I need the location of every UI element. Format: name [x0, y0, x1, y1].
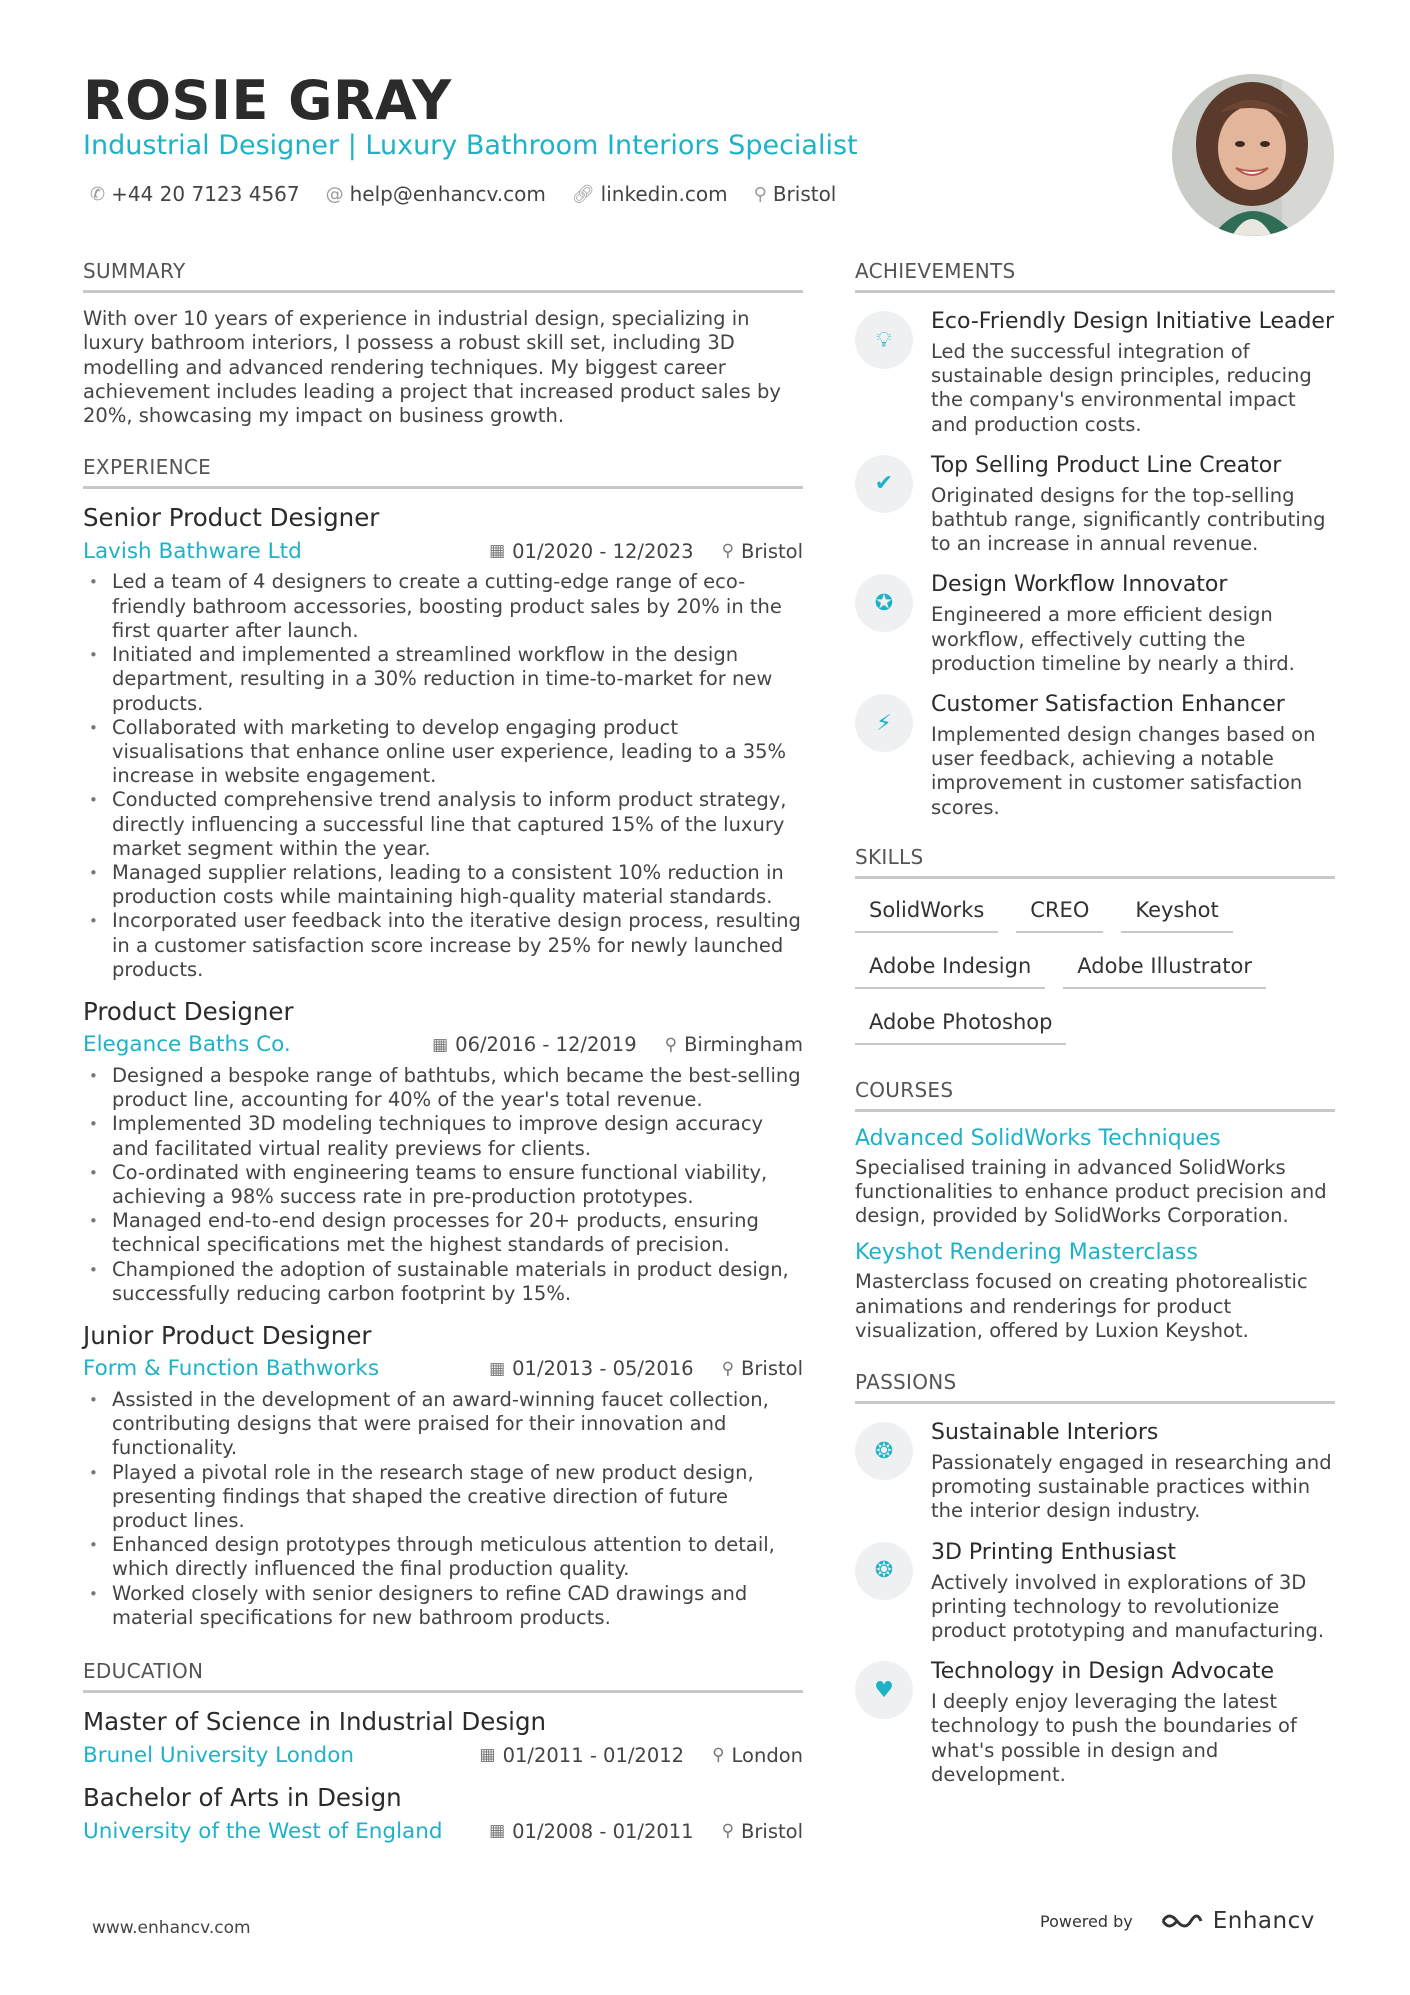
email-text: help@enhancv.com [349, 182, 546, 206]
company-name: Form & Function Bathworks [83, 1356, 380, 1382]
course-item [855, 1238, 1335, 1343]
achievements-heading: ACHIEVEMENTS [855, 258, 1335, 293]
school-name: University of the West of England [83, 1818, 443, 1844]
brand-name: Enhancv [1212, 1908, 1315, 1934]
bullet-item: • Conducted comprehensive trend analysis to inform product strategy, directly influencing a successful line that captured 15% of the luxury market segment within the year. [83, 788, 803, 861]
lightbulb-icon: 💡︎ [855, 311, 913, 369]
link-icon: 🔗︎ [571, 183, 595, 205]
passion-title: 3D Printing Enthusiast [931, 1539, 1177, 1565]
passions-heading: PASSIONS [855, 1369, 1335, 1404]
location-pin-icon: ⚲ [664, 1034, 678, 1055]
job-bullets [83, 1064, 803, 1306]
achievement-title: Customer Satisfaction Enhancer [931, 692, 1285, 718]
job-entry [83, 1320, 803, 1630]
skill-tag: Adobe Illustrator [1063, 947, 1266, 989]
education-dates: 01/2011 - 01/2012 [502, 1743, 685, 1767]
education-location: Bristol [741, 1819, 803, 1843]
phone-text: +44 20 7123 4567 [111, 182, 300, 206]
skill-tag: Adobe Photoshop [855, 1003, 1066, 1045]
courses-heading: COURSES [855, 1077, 1335, 1112]
degree-title: Master of Science in Industrial Design [83, 1707, 547, 1736]
school-name: Brunel University London [83, 1742, 354, 1768]
passion-item [855, 1538, 1335, 1644]
job-bullets [83, 570, 803, 981]
heart-icon: ♥ [855, 1661, 913, 1719]
contact-bar [90, 178, 862, 210]
location-pin-icon: ⚲ [753, 183, 767, 205]
job-location: Bristol [741, 1357, 803, 1381]
linkedin-text: linkedin.com [600, 182, 728, 206]
bullet-item: • Led a team of 4 designers to create a cutting-edge range of eco-friendly bathroom accessories, boosting product sales by 20% in the first quarter after launch. [83, 570, 803, 643]
course-desc: Specialised training in advanced SolidWorks functionalities to enhance product precision and design, provided by SolidWorks Corporation. [855, 1155, 1327, 1228]
brain-icon: ❂ [855, 1542, 913, 1600]
avatar [1172, 74, 1334, 236]
calendar-icon: ▦ [479, 1745, 496, 1765]
education-dates: 01/2008 - 01/2011 [512, 1819, 694, 1843]
job-location: Birmingham [684, 1033, 803, 1057]
check-icon: ✔ [855, 455, 913, 513]
skills-list [855, 891, 1335, 1059]
bullet-item: • Designed a bespoke range of bathtubs, which became the best-selling product line, accounting for 40% of the year's total revenue. [83, 1064, 803, 1112]
skill-tag: Keyshot [1121, 891, 1232, 933]
job-dates: 01/2020 - 12/2023 [512, 539, 694, 563]
achievement-desc: Led the successful integration of sustainable design principles, reducing the company's environmental impact and production costs. [931, 340, 1312, 436]
contact-location [754, 182, 837, 206]
job-entry [83, 996, 803, 1306]
bullet-item: • Championed the adoption of sustainable materials in product design, successfully reducing carbon footprint by 15%. [83, 1258, 803, 1306]
contact-linkedin[interactable] [572, 182, 728, 206]
footer-powered-by[interactable] [1040, 1908, 1315, 1934]
passion-item [855, 1657, 1335, 1787]
job-title: Senior Product Designer [83, 503, 380, 533]
passion-title: Technology in Design Advocate [931, 1659, 1275, 1685]
bullet-item: • Initiated and implemented a streamlined workflow in the design department, resulting in a 30% reduction in time-to-market for new products. [83, 643, 803, 716]
course-desc: Masterclass focused on creating photorealistic animations and renderings for product visualization, offered by Luxion Keyshot. [855, 1270, 1308, 1342]
left-column [83, 258, 803, 1848]
candidate-name: ROSIE GRAY [83, 69, 452, 132]
bullet-item: • Worked closely with senior designers to refine CAD drawings and material specifications for new bathroom products. [83, 1582, 803, 1630]
passion-desc: I deeply enjoy leveraging the latest technology to push the boundaries of what's possible in design and development. [931, 1690, 1297, 1786]
job-bullets [83, 1388, 803, 1630]
bullet-item: • Enhanced design prototypes through meticulous attention to detail, which directly influenced the final production quality. [83, 1533, 803, 1581]
education-heading: EDUCATION [83, 1658, 803, 1693]
right-column [855, 258, 1335, 1787]
achievement-item [855, 307, 1335, 437]
passion-item [855, 1418, 1335, 1524]
location-text: Bristol [772, 182, 837, 206]
at-icon: @ [325, 183, 344, 205]
education-location: London [731, 1743, 803, 1767]
achievement-item [855, 570, 1335, 676]
bullet-item: • Implemented 3D modeling techniques to improve design accuracy and facilitated virtual reality previews for clients. [83, 1112, 803, 1160]
bullet-item: • Managed end-to-end design processes for 20+ products, ensuring technical specifications met the highest standards of precision. [83, 1209, 803, 1257]
achievement-title: Design Workflow Innovator [931, 572, 1228, 598]
footer-website[interactable]: www.enhancv.com [92, 1918, 251, 1938]
job-dates: 06/2016 - 12/2019 [455, 1033, 637, 1057]
bullet-item: • Incorporated user feedback into the iterative design process, resulting in a customer satisfaction score increase by 25% for newly launched products. [83, 909, 803, 982]
bullet-item: • Collaborated with marketing to develop engaging product visualisations that enhance online user experience, leading to a 35% increase in website engagement. [83, 716, 803, 789]
course-title: Advanced SolidWorks Techniques [855, 1125, 1221, 1151]
location-pin-icon: ⚲ [721, 1358, 735, 1379]
skill-tag: CREO [1016, 891, 1103, 933]
calendar-icon: ▦ [489, 1358, 506, 1379]
calendar-icon: ▦ [432, 1034, 449, 1055]
contact-phone[interactable] [90, 182, 300, 206]
location-pin-icon: ⚲ [721, 541, 735, 562]
bullet-item: • Managed supplier relations, leading to a consistent 10% reduction in production costs while maintaining high-quality material standards. [83, 861, 803, 909]
experience-heading: EXPERIENCE [83, 454, 803, 489]
passion-desc: Actively involved in explorations of 3D printing technology to revolutionize product prototyping and manufacturing. [931, 1570, 1325, 1643]
contact-email[interactable] [326, 182, 546, 206]
degree-title: Bachelor of Arts in Design [83, 1783, 402, 1812]
phone-icon: ✆ [90, 183, 106, 205]
achievement-title: Eco-Friendly Design Initiative Leader [931, 309, 1335, 334]
education-entry [83, 1706, 803, 1772]
company-name: Lavish Bathware Ltd [83, 538, 302, 564]
skill-tag: SolidWorks [855, 891, 998, 933]
job-location: Bristol [741, 539, 803, 563]
skill-tag: Adobe Indesign [855, 947, 1045, 989]
achievement-desc: Originated designs for the top-selling bathtub range, significantly contributing to an increase in annual revenue. [931, 483, 1326, 556]
achievement-item [855, 451, 1335, 557]
passion-desc: Passionately engaged in researching and promoting sustainable practices within the interior design industry. [931, 1451, 1332, 1523]
course-item [855, 1124, 1335, 1229]
job-dates: 01/2013 - 05/2016 [512, 1357, 694, 1381]
achievement-desc: Implemented design changes based on user feedback, achieving a notable improvement in customer satisfaction scores. [931, 723, 1316, 819]
enhancv-logo-icon [1159, 1909, 1205, 1933]
course-title: Keyshot Rendering Masterclass [855, 1240, 1198, 1266]
achievement-item [855, 690, 1335, 820]
company-name: Elegance Baths Co. [83, 1032, 291, 1058]
job-title: Junior Product Designer [83, 1320, 372, 1350]
job-entry [83, 502, 803, 981]
headline: Industrial Designer | Luxury Bathroom Interiors Specialist [83, 130, 858, 161]
job-title: Product Designer [83, 996, 294, 1026]
bullet-item: • Assisted in the development of an award-winning faucet collection, contributing designs that were praised for their innovation and functionality. [83, 1388, 803, 1461]
award-icon: ✪ [855, 574, 913, 632]
bullet-item: • Co-ordinated with engineering teams to ensure functional viability, achieving a 98% success rate in pre-production prototypes. [83, 1161, 803, 1209]
achievement-desc: Engineered a more efficient design workflow, effectively cutting the production timeline by nearly a third. [931, 603, 1295, 675]
powered-by-label: Powered by [1040, 1911, 1133, 1931]
education-entry [83, 1782, 803, 1848]
lightning-icon: ⚡︎ [855, 694, 913, 752]
skills-heading: SKILLS [855, 844, 1335, 879]
passion-title: Sustainable Interiors [931, 1420, 1159, 1446]
achievement-title: Top Selling Product Line Creator [931, 452, 1282, 478]
calendar-icon: ▦ [489, 1821, 506, 1841]
location-pin-icon: ⚲ [712, 1745, 725, 1765]
summary-heading: SUMMARY [83, 258, 803, 293]
calendar-icon: ▦ [489, 541, 506, 562]
summary-text: With over 10 years of experience in industrial design, specializing in luxury bathroom interiors, I possess a robust skill set, including 3D modelling and advanced rendering techniques. My biggest career achievement includes leading a project that increased product sales by 20%, showcasing my impact on business growth. [83, 307, 781, 428]
location-pin-icon: ⚲ [721, 1821, 735, 1841]
bullet-item: • Played a pivotal role in the research stage of new product design, presenting findings that shaped the creative direction of future product lines. [83, 1461, 803, 1534]
brain-icon: ❂ [855, 1422, 913, 1480]
